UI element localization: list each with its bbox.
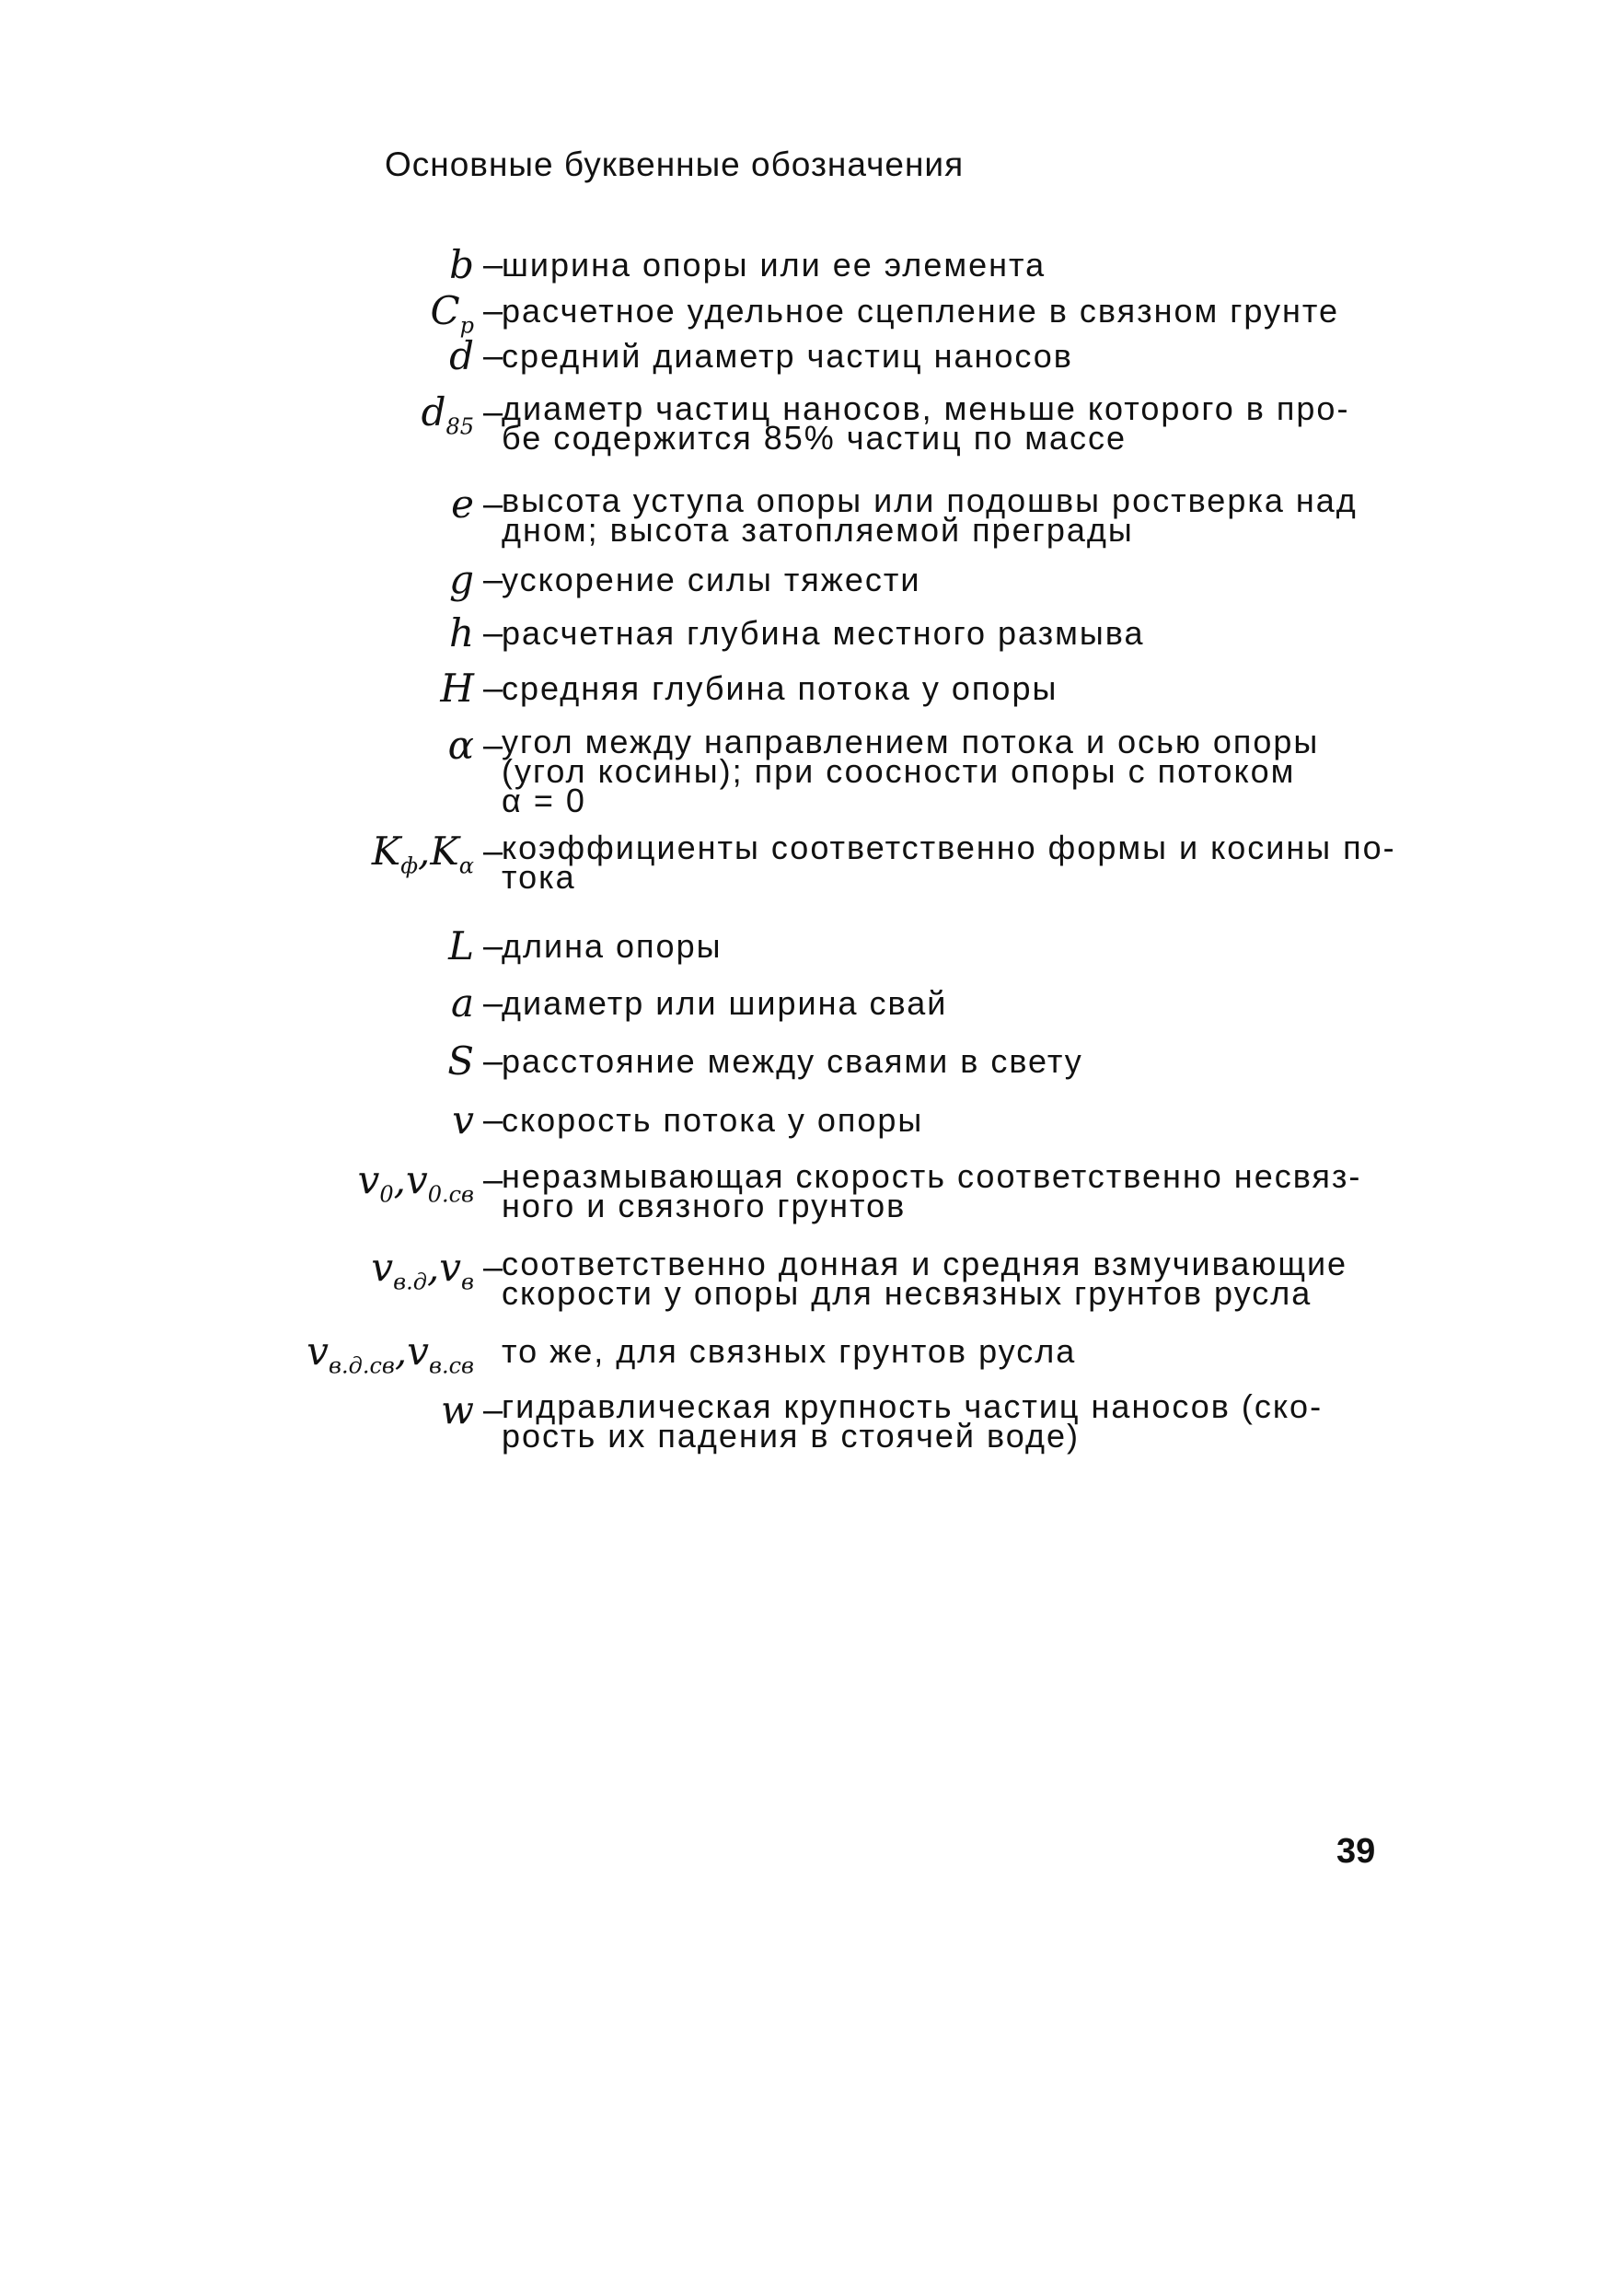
entry-dash: – <box>483 1042 503 1081</box>
notation-definition: расстояние между сваями в свету <box>502 1042 1083 1080</box>
entry-dash: – <box>483 726 503 765</box>
symbol-letter: d <box>449 333 474 378</box>
notation-symbol <box>449 333 474 378</box>
symbol-letter: v <box>407 1328 429 1374</box>
notation-entry <box>138 1245 1427 1323</box>
notation-definition: расчетное удельное сцепление в связном грунте <box>502 292 1339 330</box>
notation-definition: угол между направлением потока и осью опоры (угол косины); при соосности опоры с потоком α = 0 <box>502 723 1320 819</box>
notation-symbol <box>451 481 474 527</box>
symbol-letter: a <box>450 980 474 1026</box>
notation-symbol <box>440 666 474 711</box>
notation-definition: гидравлическая крупность частиц наносов (ско- рость их падения в стоячей воде) <box>502 1387 1324 1455</box>
symbol-subscript: в.д.св <box>329 1352 395 1379</box>
symbol-letter: K <box>371 829 401 874</box>
notation-definition: коэффициенты соответственно формы и косины по- тока <box>502 829 1396 896</box>
notation-symbol <box>306 1328 474 1384</box>
notation-definition: соответственно донная и средняя взмучивающие скорости у опоры для несвязных грунтов русла <box>502 1245 1348 1312</box>
entry-dash: – <box>483 927 503 966</box>
notation-definition: средняя глубина потока у опоры <box>502 669 1058 707</box>
notation-definition: неразмывающая скорость соответственно несвяз- ного и связного грунтов <box>502 1157 1362 1224</box>
symbol-subscript: α <box>458 852 474 879</box>
notation-entry <box>138 1157 1427 1235</box>
notation-symbol <box>357 1157 474 1212</box>
notation-symbol <box>421 389 474 445</box>
entry-dash: – <box>483 614 503 653</box>
entry-dash: – <box>483 292 503 330</box>
notation-definition: диаметр или ширина свай <box>502 984 948 1022</box>
entry-dash: – <box>483 393 503 432</box>
entry-dash: – <box>483 669 503 708</box>
notation-definition: высота уступа опоры или подошвы ростверка над дном; высота затопляемой преграды <box>502 481 1358 549</box>
notation-definition: ширина опоры или ее элемента <box>502 246 1047 284</box>
symbol-subscript: в.св <box>428 1352 474 1379</box>
notation-entry <box>138 723 1427 819</box>
symbol-letter: e <box>451 481 474 527</box>
notation-symbol <box>449 557 474 602</box>
symbol-letter: v <box>371 1245 394 1290</box>
notation-definition: расчетная глубина местного размыва <box>502 614 1145 652</box>
notation-symbol <box>448 610 474 655</box>
entry-dash: – <box>483 1101 503 1140</box>
notation-entry <box>138 389 1427 468</box>
entry-dash: – <box>483 832 503 871</box>
symbol-letter: b <box>449 242 474 287</box>
entry-dash: – <box>483 1248 503 1287</box>
symbol-subscript: 0 <box>379 1181 394 1208</box>
entry-dash: – <box>483 984 503 1023</box>
symbol-letter: v <box>452 1097 474 1142</box>
symbol-separator: , <box>418 829 431 874</box>
symbol-subscript: p <box>459 312 474 339</box>
symbol-letter: v <box>439 1245 462 1290</box>
notation-symbol <box>448 923 474 968</box>
notation-symbol <box>452 1097 474 1142</box>
entry-dash: – <box>483 246 503 284</box>
symbol-subscript: в.д <box>393 1269 427 1295</box>
symbol-subscript: 0.св <box>427 1181 474 1208</box>
page-title: Основные буквенные обозначения <box>385 145 965 183</box>
symbol-letter: d <box>421 389 446 435</box>
entry-dash: – <box>483 1391 503 1430</box>
symbol-letter: S <box>447 1038 474 1084</box>
notation-definition: диаметр частиц наносов, меньше которого в про- бе содержится 85% частиц по массе <box>502 389 1350 457</box>
symbol-letter: α <box>447 723 474 768</box>
symbol-letter: H <box>440 666 474 711</box>
notation-symbol <box>447 1038 474 1084</box>
notation-definition: длина опоры <box>502 927 723 965</box>
notation-symbol <box>371 1245 474 1300</box>
notation-definition: скорость потока у опоры <box>502 1101 924 1139</box>
notation-symbol <box>449 242 474 287</box>
symbol-separator: , <box>393 1157 406 1202</box>
notation-entry <box>138 481 1427 560</box>
entry-dash: – <box>483 561 503 599</box>
symbol-letter: K <box>430 829 459 874</box>
notation-entry <box>138 829 1427 907</box>
symbol-separator: , <box>426 1245 440 1290</box>
entry-dash: – <box>483 485 503 524</box>
symbol-letter: w <box>441 1387 474 1432</box>
notation-symbol <box>441 1387 474 1432</box>
symbol-letter: h <box>448 610 474 655</box>
entry-dash: – <box>483 337 503 376</box>
notation-symbol <box>371 829 474 884</box>
symbol-letter: v <box>306 1328 330 1374</box>
symbol-letter: g <box>449 557 474 602</box>
notation-definition: ускорение силы тяжести <box>502 561 921 598</box>
notation-symbol <box>447 723 474 768</box>
symbol-separator: , <box>394 1328 408 1374</box>
symbol-subscript: ф <box>400 852 419 879</box>
notation-symbol <box>450 980 474 1026</box>
symbol-letter: v <box>405 1157 428 1202</box>
notation-definition: то же, для связных грунтов русла <box>502 1332 1077 1370</box>
entry-dash: – <box>483 1161 503 1200</box>
symbol-letter: v <box>357 1157 380 1202</box>
notation-definition: средний диаметр частиц наносов <box>502 337 1073 375</box>
page-number: 39 <box>1336 1832 1376 1871</box>
notation-entry <box>138 1387 1427 1466</box>
symbol-letter: L <box>448 923 474 968</box>
symbol-subscript: в <box>461 1269 474 1295</box>
symbol-letter: C <box>430 288 460 333</box>
symbol-subscript: 85 <box>445 413 474 440</box>
